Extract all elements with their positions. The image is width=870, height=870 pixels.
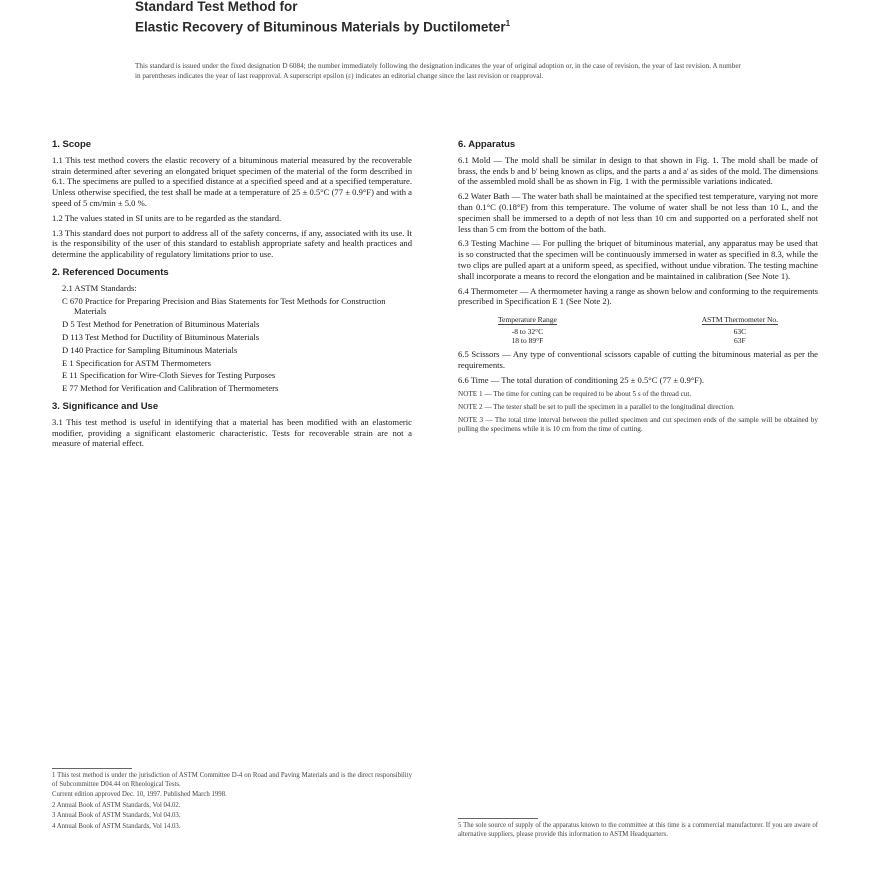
reference-item: E 1 Specification for ASTM Thermometers bbox=[62, 357, 212, 368]
paragraph: 6.3 Testing Machine — For pulling the briquet of bituminous material, any apparatus may be used that is so constructed that the specimen will be continuously immersed in water as specified in 8.3, while the two clips are pulled apart at a uniform speed, as specified, without undue vibration. The testing machine shall incorporate a means to record the elongation and be maintained in calibration (See Note 1). bbox=[458, 238, 818, 281]
note: NOTE 2 — The tester shall be set to pull the specimen in a parallel to the longitudinal direction. bbox=[458, 402, 735, 411]
table-column bbox=[702, 315, 778, 345]
paragraph: 6.2 Water Bath — The water bath shall be maintained at the specified test temperature, varying not more than 0.1°C (0.18°F) from this temperature. The volume of water shall be not less than 10 L, and the specimen shall be immersed to a depth of not less than 10 cm and supported on a perforated shelf not less than 5 cm from the bottom of the bath. bbox=[458, 191, 818, 234]
title-footnote-marker: 1 bbox=[505, 19, 511, 28]
document-title: Elastic Recovery of Bituminous Materials by Ductilometer$^1$ bbox=[135, 19, 511, 35]
paragraph: 3.1 This test method is useful in identifying that a material has been modified with an elastomeric modifier, providing a significant elastomeric characteristic. Tests for recoverable strain are not a measure of material effect. bbox=[52, 416, 412, 449]
abstract: This standard is issued under the fixed designation D 6084; the number immediately following the designation indicates the year of original adoption or, in the case of revision, the year of last revision. A number in parentheses indicates the year of last reapproval. A superscript epsilon (ε) indicates an editorial change since the last revision or reapproval. bbox=[135, 62, 741, 80]
reference-item: D 140 Practice for Sampling Bituminous Materials bbox=[62, 344, 238, 355]
footnote: Current edition approved Dec. 10, 1997. Published March 1998. bbox=[52, 791, 227, 799]
section-heading-apparatus: 6. Apparatus bbox=[458, 139, 516, 150]
note: NOTE 3 — The total time interval between the pulled specimen and cut specimen ends of the sample will be obtained by pulling the specimens while it is 10 cm from the time of cutting. bbox=[458, 415, 818, 434]
table-header: ASTM Thermometer No. bbox=[701, 315, 778, 325]
thermometer-table bbox=[458, 311, 818, 349]
paragraph: 6.6 Time — The total duration of conditioning 25 ± 0.5°C (77 ± 0.9°F). bbox=[458, 374, 705, 385]
table-header: Temperature Range bbox=[498, 315, 557, 325]
footnote: 1 This test method is under the jurisdiction of ASTM Committee D-4 on Road and Paving Materials and is the direct responsibility of Subcommittee D04.44 on Rheological Tests. bbox=[52, 772, 412, 788]
table-cell: -8 to 32°C bbox=[511, 327, 544, 337]
section-heading-referenced-documents: 2. Referenced Documents bbox=[52, 266, 169, 278]
reference-item: D 113 Test Method for Ductility of Bituminous Materials bbox=[62, 331, 260, 342]
paragraph: 6.4 Thermometer — A thermometer having a range as shown below and conforming to the requirements prescribed in Specification E 1 (See Note 2). bbox=[458, 285, 818, 307]
paragraph: 1.3 This standard does not purport to address all of the safety concerns, if any, associated with its use. It is the responsibility of the user of this standard to establish appropriate safety and health practices and determine the applicability of regulatory limitations prior to use. bbox=[52, 227, 412, 260]
reference-item: D 5 Test Method for Penetration of Bituminous Materials bbox=[62, 319, 260, 330]
reference-item: E 77 Method for Verification and Calibration of Thermometers bbox=[62, 383, 279, 394]
paragraph: 6.1 Mold — The mold shall be similar in design to that shown in Fig. 1. The mold shall be made of brass, the ends b and b' being known as clips, and the parts a and a' as sides of the mold. The dimensions of the assembled mold shall be as shown in Fig. 1 with the permissible variations indicated. bbox=[458, 154, 818, 187]
table-column bbox=[498, 315, 557, 345]
table-cell: 63F bbox=[734, 336, 746, 346]
footnote-rule bbox=[458, 818, 538, 819]
footnotes-left bbox=[52, 768, 412, 834]
title-block bbox=[135, 0, 775, 36]
footnotes-right bbox=[458, 818, 818, 841]
reference-item: E 11 Specification for Wire-Cloth Sieves for Testing Purposes bbox=[62, 370, 276, 381]
right-column bbox=[458, 132, 818, 438]
paragraph: 6.5 Scissors — Any type of conventional scissors capable of cutting the bituminous material as per the requirements. bbox=[458, 349, 818, 370]
table-cell: 18 to 89°F bbox=[511, 336, 544, 346]
footnote: 5 The sole source of supply of the apparatus known to the committee at this time is a commercial manufacturer. If you are aware of alternative suppliers, please provide this information to ASTM Headquarters. bbox=[458, 822, 818, 838]
paragraph: 1.1 This test method covers the elastic recovery of a bituminous material measured by the recoverable strain determined after severing an elongated briquet specimen of the material of the form described in 6.1. The specimens are pulled to a specified distance at a specified speed and at a specified temperature. Unless otherwise specified, the test shall be made at a temperature of 25 ± 0.5°C (77 ± 0.9°F) and with a speed of 5 cm/min ± 5.0 %. bbox=[52, 154, 412, 208]
footnote-rule bbox=[52, 768, 132, 769]
footnote: 3 Annual Book of ASTM Standards, Vol 04.03. bbox=[52, 812, 181, 820]
left-column bbox=[52, 132, 412, 453]
reference-item: 2.1 ASTM Standards: bbox=[62, 282, 137, 293]
note: NOTE 1 — The time for cutting can be required to be about 5 s of the thread cut. bbox=[458, 389, 692, 398]
section-heading-scope: 1. Scope bbox=[52, 139, 92, 150]
footnote: 4 Annual Book of ASTM Standards, Vol 14.03. bbox=[52, 822, 181, 830]
paragraph: 1.2 The values stated in SI units are to be regarded as the standard. bbox=[52, 212, 282, 223]
table-cell: 63C bbox=[733, 327, 747, 337]
reference-item: C 670 Practice for Preparing Precision and Bias Statements for Test Methods for Construction Materials bbox=[62, 295, 386, 317]
section-heading-significance: 3. Significance and Use bbox=[52, 400, 159, 412]
designation-line: Standard Test Method for bbox=[135, 0, 298, 14]
footnote: 2 Annual Book of ASTM Standards, Vol 04.02. bbox=[52, 801, 181, 809]
